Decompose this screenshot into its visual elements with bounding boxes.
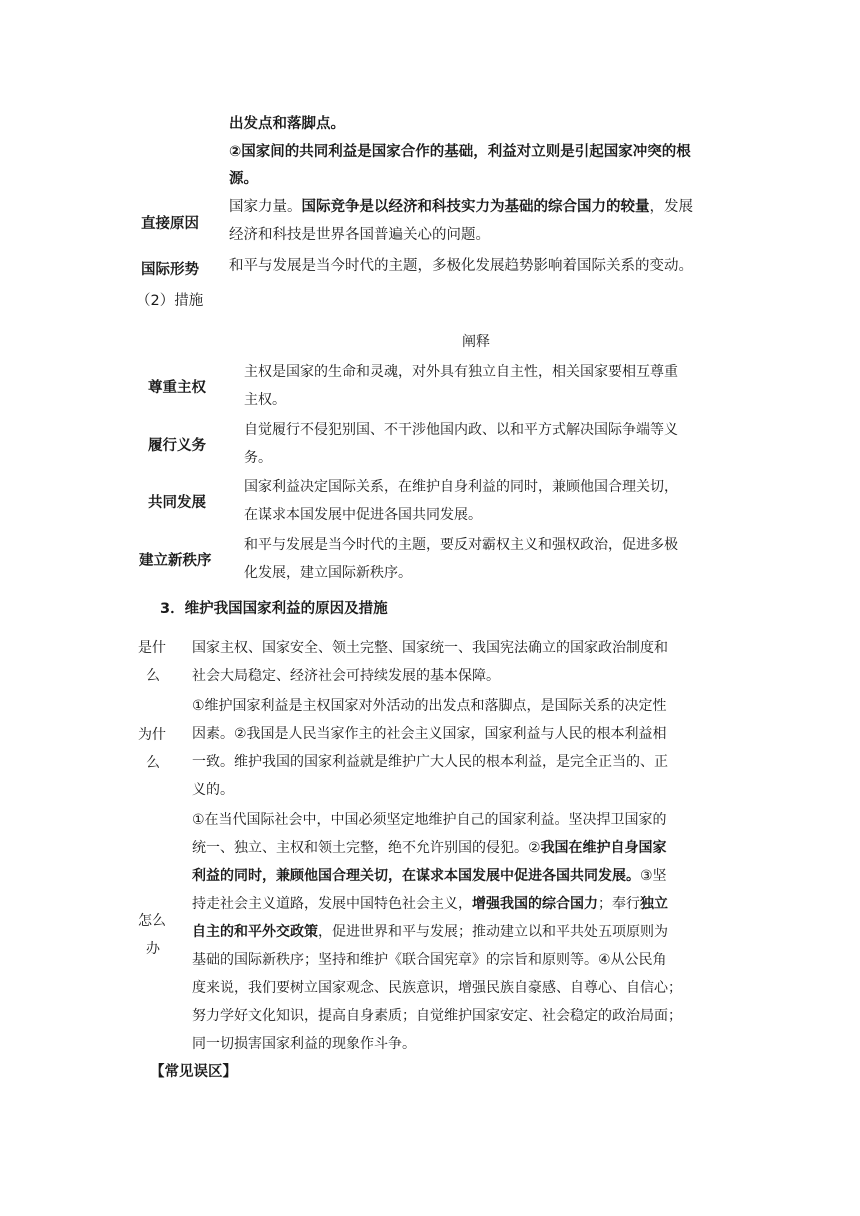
how-text-line: 努力学好文化知识，提高自身素质；自觉维护国家安定、社会稳定的政治局面；: [192, 1008, 682, 1024]
measure-text-line: 和平与发展是当今时代的主题，要反对霸权主义和强权政治，促进多极: [244, 537, 678, 553]
measure-label-respect-sovereignty: 尊重主权: [148, 380, 206, 396]
how-text-bold: 增强我国的综合国力: [472, 896, 598, 912]
cont-line-3: 源。: [229, 171, 258, 187]
cont-line-2: ②国家间的共同利益是国家合作的基础，利益对立则是引起国家冲突的根: [229, 144, 691, 160]
how-text-line: 度来说，我们要树立国家观念、民族意识，增强民族自豪感、自尊心、自信心；: [192, 980, 682, 996]
how-text-plain: ③坚: [640, 868, 667, 884]
row-label-intl-situation: 国际形势: [141, 262, 199, 278]
how-text-line: ①在当代国际社会中，中国必须坚定地维护自己的国家利益。坚决捍卫国家的: [192, 812, 667, 828]
measure-text-line: 主权是国家的生命和灵魂，对外具有独立自主性，相关国家要相互尊重: [244, 364, 678, 380]
why-text-line: 义的。: [192, 782, 234, 798]
measure-text-line: 在谋求本国发展中促进各国共同发展。: [244, 507, 482, 523]
how-label-2: 办: [146, 941, 160, 957]
how-text-plain: ；奉行: [598, 896, 640, 912]
direct-cause-plain-2: ，发展: [649, 199, 693, 215]
how-text-bold: 独立: [640, 896, 668, 912]
measures-heading: （2）措施: [136, 293, 204, 309]
intl-situation-text: 和平与发展是当今时代的主题，多极化发展趋势影响着国际关系的变动。: [229, 258, 693, 274]
measure-text-line: 务。: [244, 450, 272, 466]
how-text-bold: 利益的同时，兼顾他国合理关切，在谋求本国发展中促进各国共同发展。: [192, 868, 640, 884]
direct-cause-line-1: [229, 193, 693, 221]
cont-line-1: 出发点和落脚点。: [229, 116, 345, 132]
what-text-line: 社会大局稳定、经济社会可持续发展的基本保障。: [192, 668, 500, 684]
common-mistakes-heading: 【常见误区】: [150, 1064, 237, 1080]
direct-cause-bold: 国际竞争是以经济和科技实力为基础的综合国力的较量: [301, 199, 650, 215]
how-text-plain: ，促进世界和平与发展；推动建立以和平共处五项原则为: [318, 924, 668, 940]
how-text-line: [192, 890, 668, 918]
how-text-bold: 我国在维护自身国家: [540, 840, 667, 856]
why-label-2: 么: [146, 755, 160, 771]
what-label-1: 是什: [138, 640, 166, 656]
measure-text-line: 自觉履行不侵犯别国、不干涉他国内政、以和平方式解决国际争端等义: [244, 422, 678, 438]
section-3-title: 3．维护我国国家利益的原因及措施: [160, 601, 388, 617]
measure-text-line: 国家利益决定国际关系，在维护自身利益的同时，兼顾他国合理关切，: [244, 479, 678, 495]
what-label-2: 么: [146, 668, 160, 684]
measures-table-header: 阐释: [462, 334, 490, 350]
measure-text-line: 化发展，建立国际新秩序。: [244, 565, 412, 581]
why-label-1: 为什: [138, 727, 166, 743]
direct-cause-line-2: 经济和科技是世界各国普遍关心的问题。: [229, 227, 490, 243]
how-text-bold: 自主的和平外交政策: [192, 924, 318, 940]
how-text-line: 基础的国际新秩序；坚持和维护《联合国宪章》的宗旨和原则等。④从公民角: [192, 952, 667, 968]
why-text-line: 一致。维护我国的国家利益就是维护广大人民的根本利益，是完全正当的、正: [192, 754, 668, 770]
how-text-plain: 统一、独立、主权和领土完整，绝不允许别国的侵犯。②: [192, 840, 541, 856]
measure-text-line: 主权。: [244, 392, 286, 408]
how-text-line: [192, 862, 667, 890]
measure-label-new-order: 建立新秩序: [139, 553, 212, 569]
what-text-line: 国家主权、国家安全、领土完整、国家统一、我国宪法确立的国家政治制度和: [192, 640, 668, 656]
how-label-1: 怎么: [138, 913, 166, 929]
how-text-plain: 持走社会主义道路，发展中国特色社会主义，: [192, 896, 472, 912]
how-text-line: [192, 834, 667, 862]
how-text-line: [192, 918, 668, 946]
why-text-line: ①维护国家利益是主权国家对外活动的出发点和落脚点，是国际关系的决定性: [192, 698, 667, 714]
measure-label-fulfil-obligations: 履行义务: [148, 438, 206, 454]
how-text-line: 同一切损害国家利益的现象作斗争。: [192, 1036, 416, 1052]
why-text-line: 因素。②我国是人民当家作主的社会主义国家，国家利益与人民的根本利益相: [192, 726, 667, 742]
measure-label-common-development: 共同发展: [148, 495, 206, 511]
direct-cause-plain-1: 国家力量。: [229, 199, 302, 215]
row-label-direct-cause: 直接原因: [141, 216, 199, 232]
